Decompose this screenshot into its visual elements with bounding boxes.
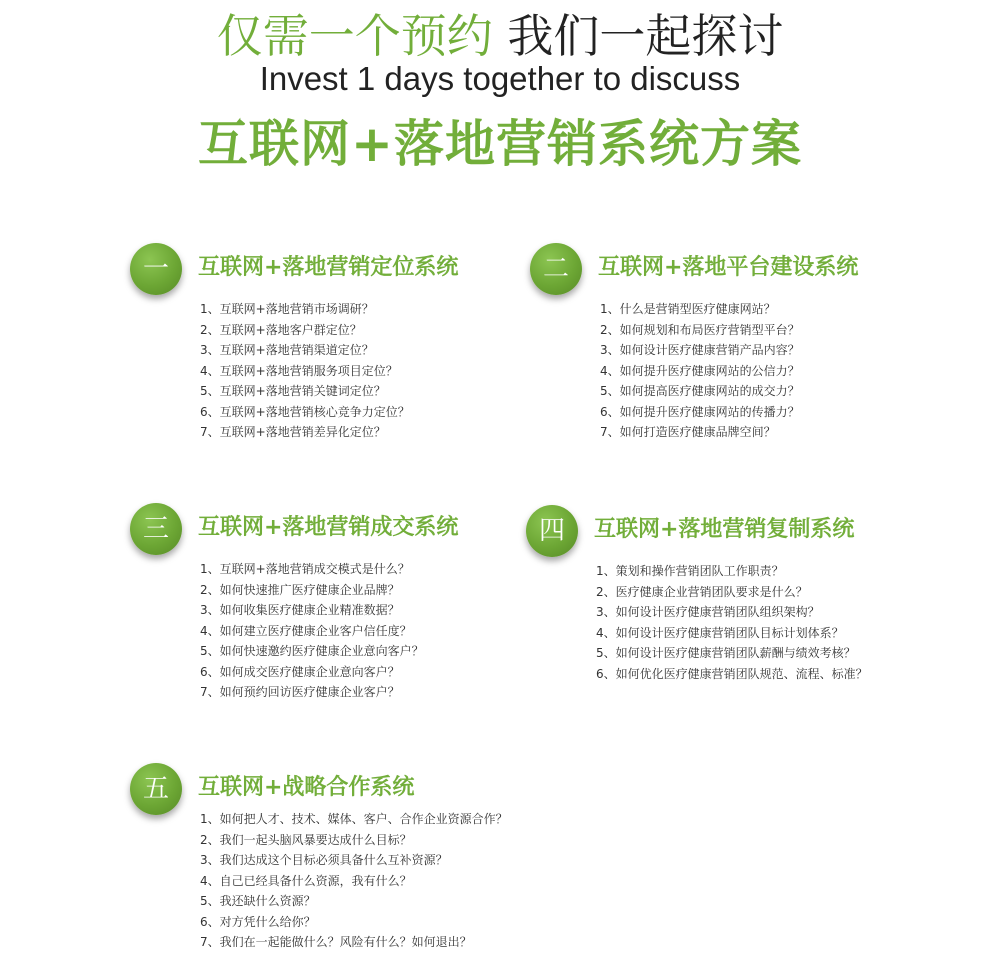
list-item: 7、如何预约回访医疗健康企业客户？: [200, 685, 400, 699]
section-title: 互联网+落地营销复制系统: [594, 517, 855, 542]
section-item-list: [600, 299, 800, 443]
list-item: 7、我们在一起能做什么？风险有什么？如何退出？: [200, 935, 472, 949]
header-line1-black: 我们一起探讨: [507, 9, 784, 63]
list-item: 5、如何提高医疗健康网站的成交力？: [600, 384, 800, 398]
list-item: 2、医疗健康企业营销团队要求是什么？: [596, 584, 808, 599]
list-item: 6、对方凭什么给你？: [200, 914, 316, 929]
list-item: 1、什么是营销型医疗健康网站？: [600, 302, 776, 316]
header-subtitle-english: Invest 1 days together to discuss: [259, 60, 741, 97]
section-item-list: [200, 809, 508, 953]
list-item: 3、互联网+落地营销渠道定位？: [200, 343, 374, 357]
list-item: 1、互联网+落地营销市场调研？: [200, 302, 374, 316]
list-item: 4、如何提升医疗健康网站的公信力？: [600, 363, 800, 378]
page-title: 互联网+落地营销系统方案: [198, 115, 802, 173]
section-number-badge: 二: [530, 243, 582, 295]
list-item: 4、自己已经具备什么资源，我有什么？: [200, 873, 412, 888]
list-item: 5、我还缺什么资源？: [200, 894, 316, 908]
list-item: 6、互联网+落地营销核心竞争力定位？: [200, 404, 410, 419]
list-item: 5、如何快速邀约医疗健康企业意向客户？: [200, 644, 424, 658]
list-item: 6、如何优化医疗健康营销团队规范、流程、标准？: [596, 666, 868, 681]
list-item: 1、如何把人才、技术、媒体、客户、合作企业资源合作？: [200, 812, 508, 826]
list-item: 3、如何收集医疗健康企业精准数据？: [200, 603, 400, 617]
list-item: 2、我们一起头脑风暴要达成什么目标？: [200, 832, 412, 847]
section-title: 互联网+落地平台建设系统: [598, 255, 859, 280]
section-item-list: [596, 561, 868, 684]
header-line1: [0, 8, 1000, 64]
list-item: 3、我们达成这个目标必须具备什么互补资源？: [200, 853, 448, 867]
section-number-badge: 三: [130, 503, 182, 555]
list-item: 4、互联网+落地营销服务项目定位？: [200, 363, 398, 378]
list-item: 7、互联网+落地营销差异化定位？: [200, 425, 386, 439]
list-item: 5、如何设计医疗健康营销团队薪酬与绩效考核？: [596, 646, 856, 660]
list-item: 4、如何建立医疗健康企业客户信任度？: [200, 623, 412, 638]
list-item: 2、如何快速推广医疗健康企业品牌？: [200, 582, 400, 597]
section-number-badge: 四: [526, 505, 578, 557]
section-item-list: [200, 559, 424, 703]
list-item: 3、如何设计医疗健康营销团队组织架构？: [596, 605, 820, 619]
list-item: 6、如何提升医疗健康网站的传播力？: [600, 404, 800, 419]
list-item: 7、如何打造医疗健康品牌空间？: [600, 425, 776, 439]
section-number-badge: 一: [130, 243, 182, 295]
section-title: 互联网+落地营销定位系统: [198, 255, 459, 280]
list-item: 1、互联网+落地营销成交模式是什么？: [200, 562, 410, 576]
section-title: 互联网+落地营销成交系统: [198, 515, 459, 540]
list-item: 5、互联网+落地营销关键词定位？: [200, 384, 386, 398]
list-item: 1、策划和操作营销团队工作职责？: [596, 564, 784, 578]
section-item-list: [200, 299, 410, 443]
list-item: 3、如何设计医疗健康营销产品内容？: [600, 343, 800, 357]
list-item: 6、如何成交医疗健康企业意向客户？: [200, 664, 400, 679]
section-number-badge: 五: [130, 763, 182, 815]
list-item: 2、如何规划和布局医疗营销型平台？: [600, 322, 800, 337]
header-line1-green: 仅需一个预约: [216, 9, 493, 63]
list-item: 4、如何设计医疗健康营销团队目标计划体系？: [596, 625, 844, 640]
list-item: 2、互联网+落地客户群定位？: [200, 322, 362, 337]
section-title: 互联网+战略合作系统: [198, 775, 415, 800]
